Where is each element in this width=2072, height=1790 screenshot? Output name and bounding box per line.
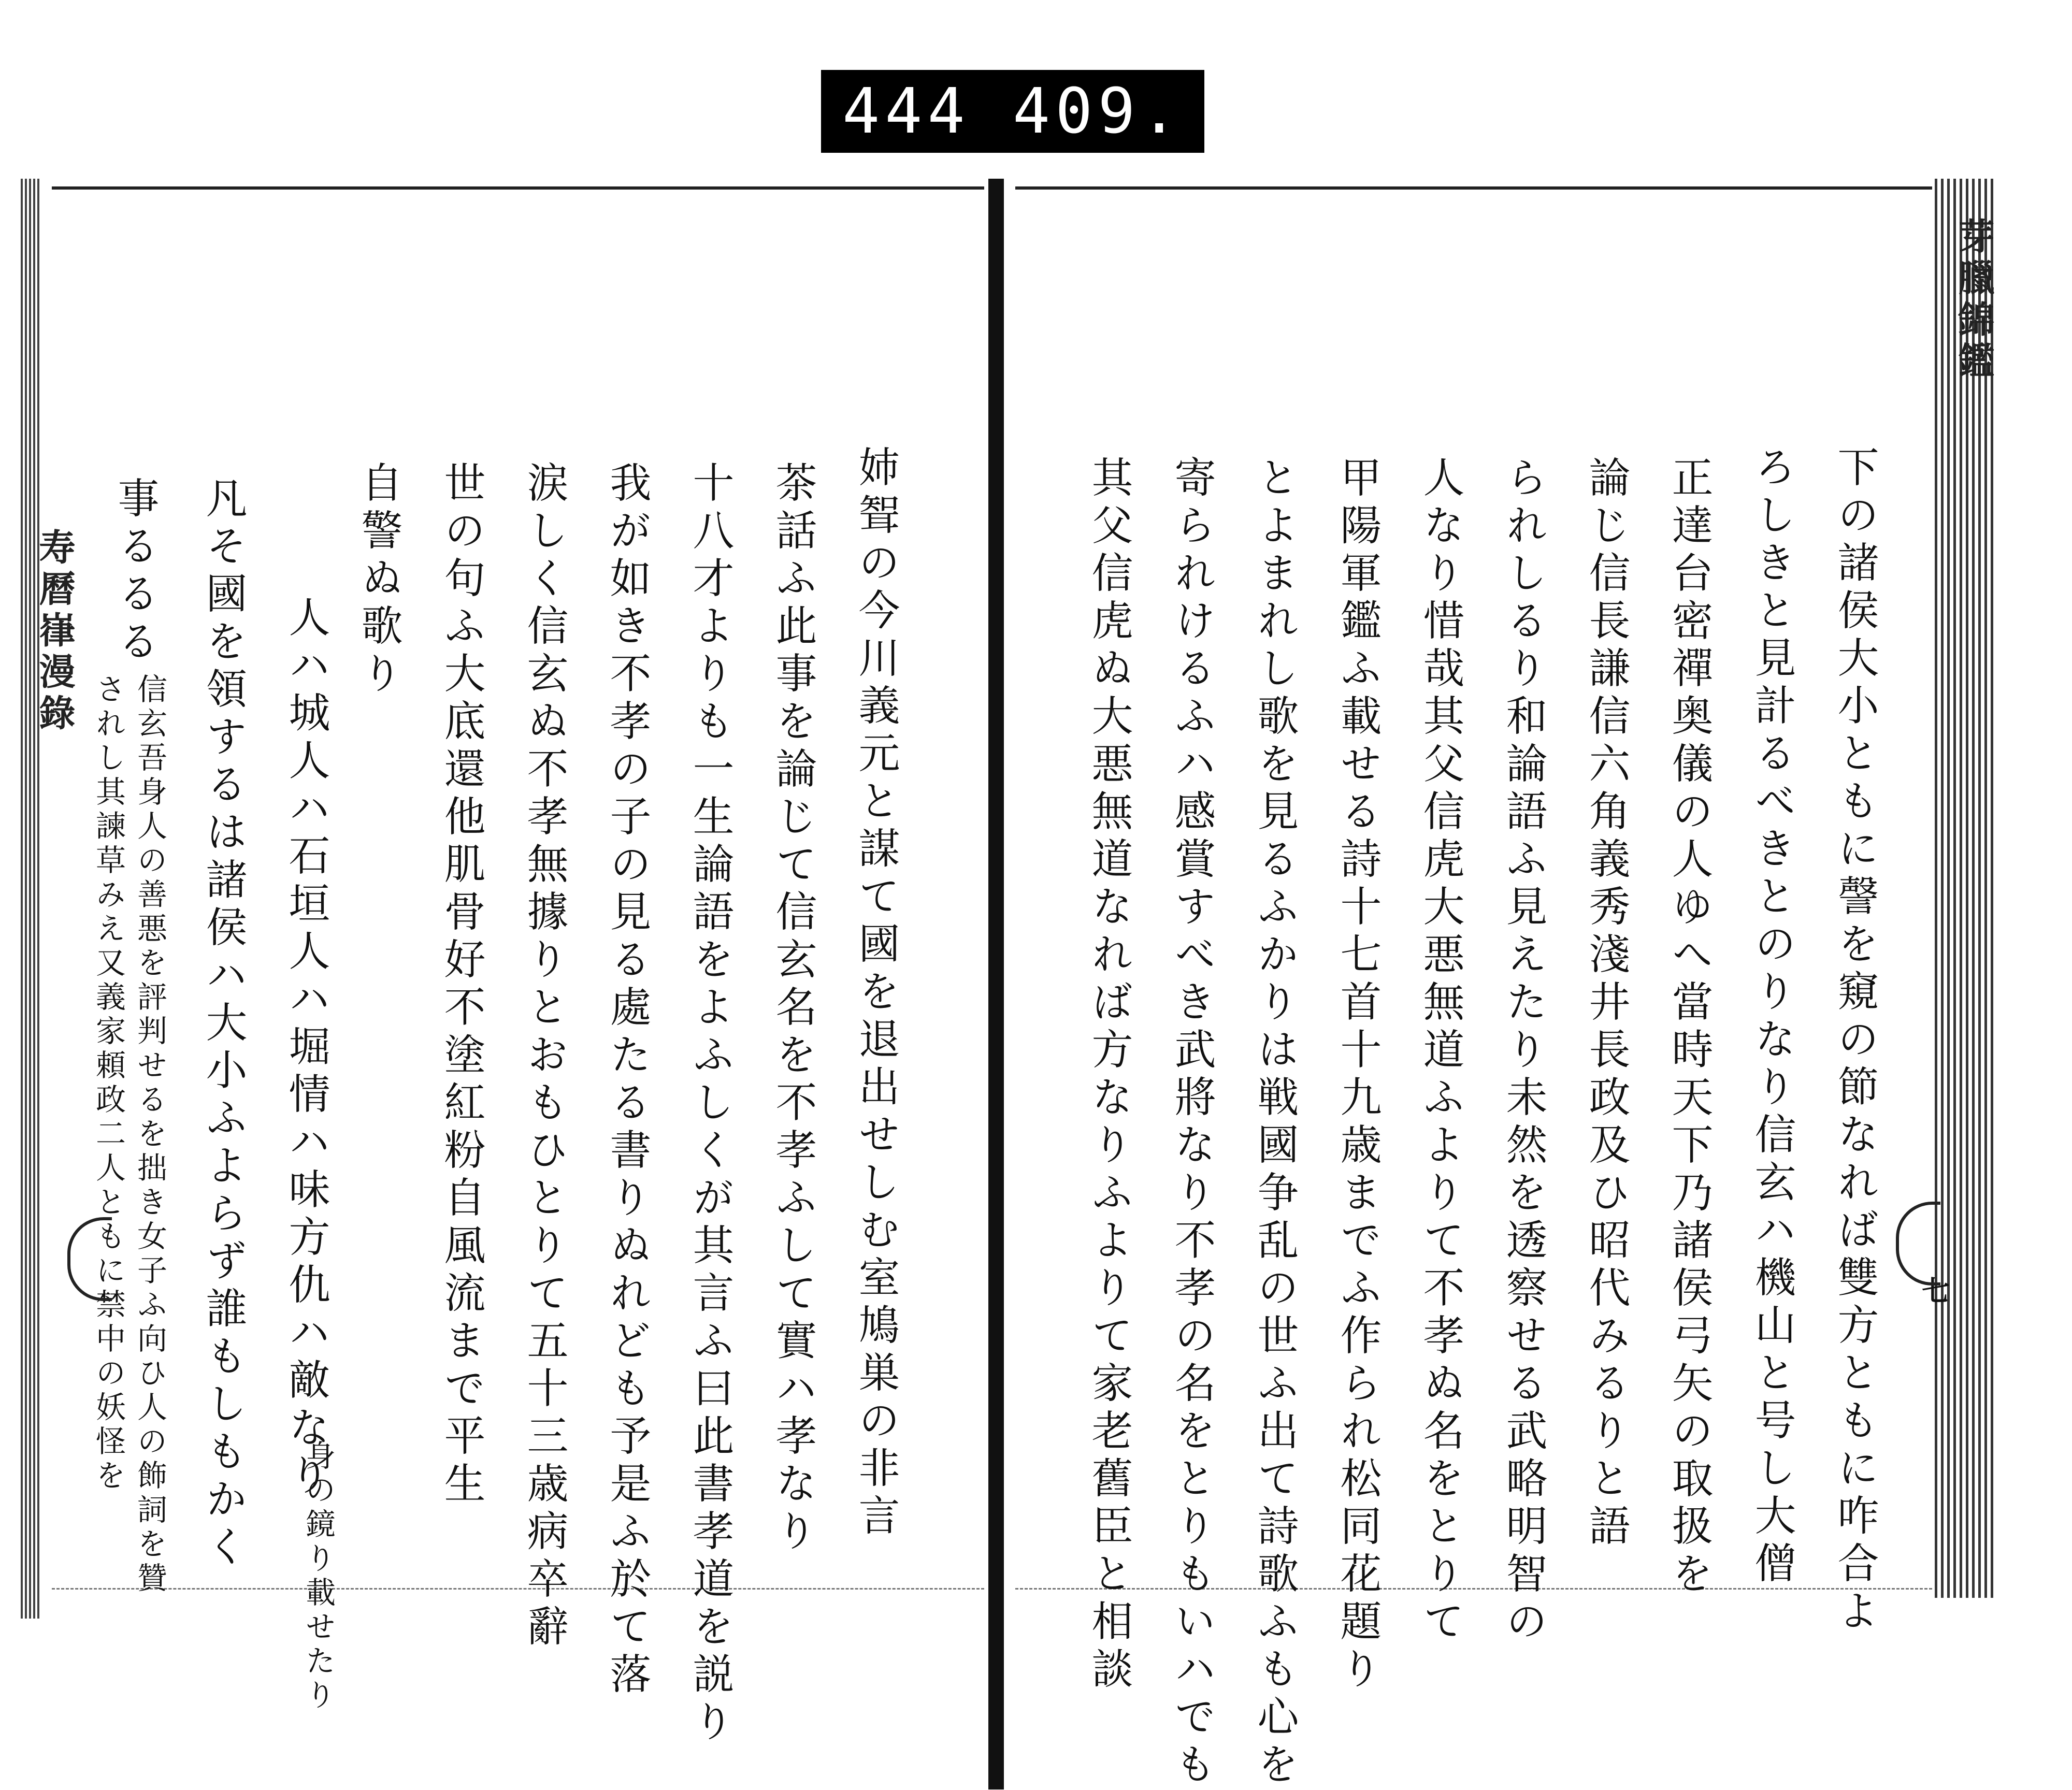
catalog-number-right: 409.	[1012, 75, 1183, 148]
right-column-6: 人なり惜哉其父信虎大悪無道ふよりて不孝ぬ名をとりて	[1416, 456, 1464, 1647]
left-column-7: 自警ぬ歌り	[354, 461, 402, 699]
left-column-8: 人ハ城人ハ石垣人ハ堀情ハ味方仇ハ敵なり	[282, 596, 330, 1501]
right-column-3: 正達台密禪奥儀の人ゆへ當時天下乃諸侯弓矢の取扱を	[1665, 456, 1713, 1599]
right-column-8: とよまれし歌を見るふかりは戦國争乱の世ふ出て詩歌ふも心を	[1250, 456, 1299, 1790]
left-column-4: 我が如き不孝の子の見る處たる書りぬれども予是ふ於て落	[603, 461, 651, 1700]
catalog-number-left: 444	[842, 75, 970, 148]
right-column-7: 甲陽軍鑑ふ載せる詩十七首十九歳までふ作られ松同花題り	[1333, 456, 1382, 1695]
catalog-number-label	[821, 70, 1204, 153]
left-small-note-2: 信玄吾身人の善悪を評判せるを拙き女子ふ向ひ人の飾詞を贊	[132, 673, 167, 1596]
left-small-note-3: されし其諫草みえ又義家頼政二人ともに禁中の妖怪を	[91, 673, 126, 1494]
left-page	[52, 186, 984, 1596]
right-column-10: 其父信虎ぬ大悪無道なれば方なりふよりて家老舊臣と相談	[1085, 456, 1133, 1695]
book-gutter	[988, 179, 1004, 1789]
left-small-note-1: 身の鏡り載せたり	[300, 1440, 336, 1713]
right-column-9: 寄られけるふハ感賞すべき武將なり不孝の名をとりもいハでも	[1168, 456, 1216, 1790]
left-column-10: 事るるる	[111, 477, 159, 667]
left-column-9: 凡そ國を領するは諸侯ハ大小ふよらず誰もしもかく	[199, 477, 247, 1572]
left-column-3: 十八才よりも一生論語をよふしくが其言ふ曰此書孝道を説り	[686, 461, 734, 1748]
left-column-1: 姉聟の今川義元と謀て國を退出せしむ室鳩巣の非言	[852, 445, 900, 1541]
left-column-2: 茶話ふ此事を論じて信玄名を不孝ふして實ハ孝なり	[769, 461, 817, 1557]
right-column-5: られしるり和論語ふ見えたり未然を透察せる武略明智の	[1499, 456, 1547, 1647]
right-page-title: 芽臘錦鑑	[1952, 218, 1995, 383]
right-column-4: 論じ信長謙信六角義秀淺井長政及ひ昭代みるりと語	[1582, 456, 1630, 1552]
right-column-2: ろしきと見計るべきとのりなり信玄ハ機山と号し大僧	[1748, 445, 1796, 1589]
right-column-1: 下の諸侯大小ともに謦を窺の節なれば雙方ともに咋合よ	[1831, 445, 1879, 1637]
page-number: 七	[1922, 1274, 1950, 1307]
left-page-title: 寿曆嵂漫錄	[33, 528, 76, 735]
left-column-6: 世の句ふ大底還他肌骨好不塗紅粉自風流まで平生	[437, 461, 485, 1509]
left-column-5: 涙しく信玄ぬ不孝無據りとおもひとりて五十三歳病卒辭	[520, 461, 568, 1652]
